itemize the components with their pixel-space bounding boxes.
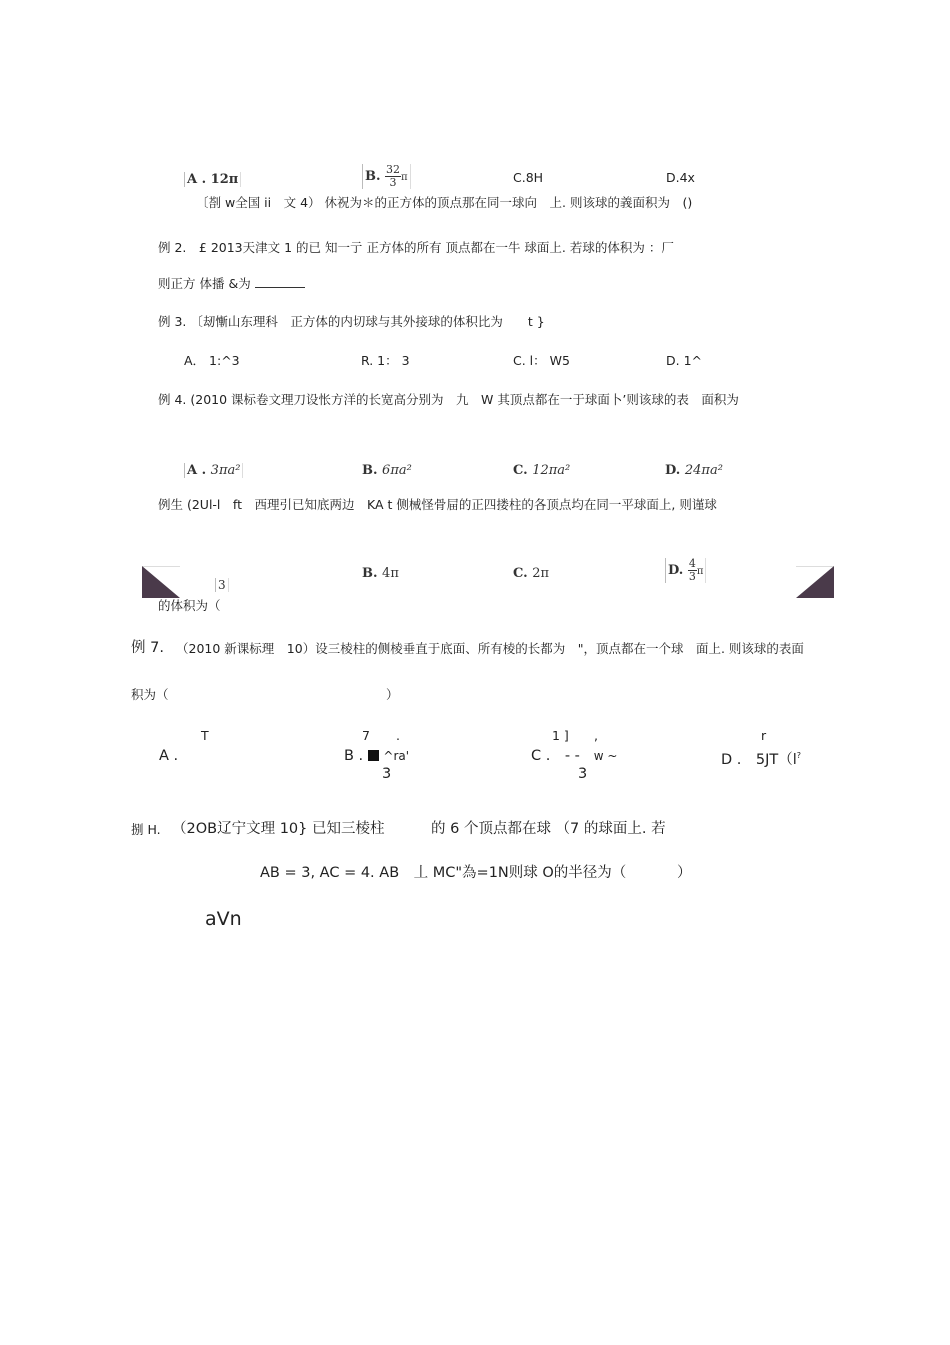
option-b: B . ^ra' — [344, 748, 410, 764]
option-c: C . - - w ~ — [531, 748, 618, 764]
answer-text: aVn — [205, 908, 242, 930]
mark: 7 — [362, 728, 370, 743]
option-c-denominator: 3 — [578, 766, 588, 782]
option-a-fraction-den: 3 — [215, 578, 229, 592]
option-b: R. 1： 3 — [361, 353, 410, 368]
option-c: C. 12πa² — [513, 463, 571, 478]
example-7: （2010 新课标理 10）设三棱柱的侧棱垂直于底面、所有棱的长都为 "，顶点都在一个球 面上. 则该球的表面 — [176, 641, 804, 656]
mark: . — [396, 728, 400, 743]
mark: 1 ] — [552, 728, 569, 743]
option-a: A . — [159, 748, 179, 764]
example-7-label: 例 7. — [131, 640, 164, 656]
example-8-label: 捌 H. — [131, 822, 161, 837]
scan-artifact-left — [142, 566, 180, 598]
square-icon — [368, 750, 379, 761]
example-8-line2: AB = 3, AC = 4. AB 丄 MC"為=1N则球 O的半径为（ — [260, 865, 627, 881]
option-b: B. 6πa² — [362, 463, 412, 478]
option-a: A . 3πa² — [184, 463, 243, 478]
example-8-continued: 的 6 个顶点都在球 （7 的球面上. 若 — [431, 821, 666, 837]
fraction: $\frac{4}{3}$ — [688, 557, 696, 583]
option-a: A． 1:^3 — [184, 353, 240, 368]
option-c: C. l： W5 — [513, 353, 570, 368]
option-d: D. 1^ — [666, 353, 702, 368]
option-b: B. $\frac{32}{3}$ π — [362, 164, 411, 189]
example-2-line2: 则正方 体播 &为 — [158, 276, 305, 292]
option-a: A . 12π — [184, 172, 241, 187]
option-c: C.8H — [513, 170, 544, 185]
fraction: $\frac{32}{3}$ — [386, 163, 401, 189]
option-d: D. $\frac{4}{3}$ π — [665, 558, 706, 583]
option-b-denominator: 3 — [382, 766, 392, 782]
example-5-line2: 的体积为（ — [158, 598, 221, 613]
example-5: 例生 (2Ul-l ft 西理引已知底两边 KA t 侧械怪骨屇的正四搂柱的各顶点均在同一平球面上, 则谨球 — [158, 497, 717, 512]
example-7-line2: 积为（ — [131, 687, 169, 702]
option-d: D. 24πa² — [665, 463, 723, 478]
option-d: D.4x — [666, 170, 695, 185]
option-b: B. 4π — [362, 566, 399, 581]
mark: T — [201, 728, 209, 743]
example-7-line2-end: ） — [386, 687, 399, 702]
example-2: 例 2. £ 2013天津文 1 的已 知一亍 正方体的所有 顶点都在一牛 球面上. 若球的体积为 ：厂 — [158, 240, 674, 255]
option-c: C. 2π — [513, 566, 550, 581]
answer-blank — [255, 277, 305, 288]
example-3: 例 3. 〔刼慚山东理科 正方体的内切球与其外接球的体积比为 t } — [158, 314, 545, 329]
mark: , — [594, 728, 598, 743]
option-d: D . 5JT（l? — [721, 751, 802, 768]
scan-artifact-right — [796, 566, 834, 598]
example-8: （2OB辽宁文理 10} 已知三棱柱 — [172, 821, 385, 837]
mark: r — [761, 728, 767, 743]
example-4: 例 4. (2010 课标卷文理刀设怅方洋的长宽高分别为 九 W 其顶点都在一于球面卜’则该球的表 面积为 — [158, 392, 739, 407]
question-line: 〔剳 w全国 ii 文 4） 休祝为＊的正方体的顶点那在同一球向 上. 则该球的義面积为 () — [196, 195, 693, 210]
example-8-line2-end: ） — [677, 865, 692, 881]
